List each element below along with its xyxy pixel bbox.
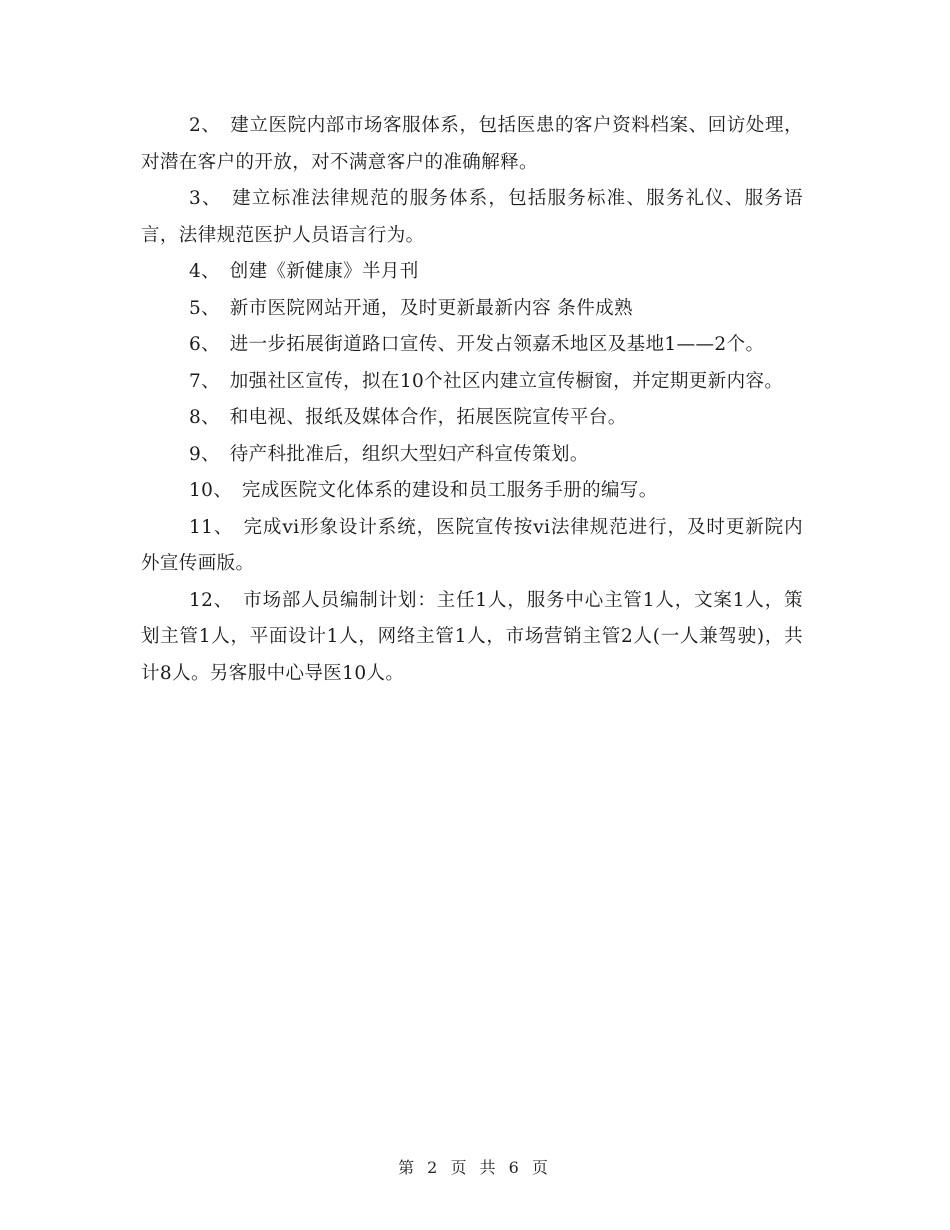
document-body [141,108,803,692]
paragraph-item-4: 4、 创建《新健康》半月刊 [189,261,419,282]
paragraph-item-5: 5、 新市医院网站开通，及时更新最新内容 条件成熟 [189,297,633,319]
paragraph-item-7: 7、 加强社区宣传，拟在10个社区内建立宣传橱窗，并定期更新内容。 [189,370,784,392]
paragraph-item-6: 6、 进一步拓展街道路口宣传、开发占领嘉禾地区及基地1——2个。 [189,334,765,355]
paragraph-item-10: 10、 完成医院文化体系的建设和员工服务手册的编写。 [189,480,658,501]
page-number-footer: 第 2 页 共 6 页 [398,1158,552,1177]
paragraph-item-12: 12、 市场部人员编制计划：主任1人，服务中心主管1人，文案1人，策划主管1人，平面设计1人，网络主管1人，市场营销主管2人(一人兼驾驶)，共计8人。另客服中心导医10人。 [141,589,803,684]
paragraph-item-8: 8、 和电视、报纸及媒体合作，拓展医院宣传平台。 [189,407,627,428]
paragraph-item-11: 11、 完成vi形象设计系统，医院宣传按vi法律规范进行，及时更新院内外宣传画版。 [141,516,803,574]
paragraph-item-2: 2、 建立医院内部市场客服体系，包括医患的客户资料档案、回访处理，对潜在客户的开放，对不满意客户的准确解释。 [141,115,803,173]
paragraph-item-9: 9、 待产科批准后，组织大型妇产科宣传策划。 [189,443,589,465]
paragraph-item-3: 3、 建立标准法律规范的服务体系，包括服务标准、服务礼仪、服务语言，法律规范医护人员语言行为。 [141,188,803,246]
